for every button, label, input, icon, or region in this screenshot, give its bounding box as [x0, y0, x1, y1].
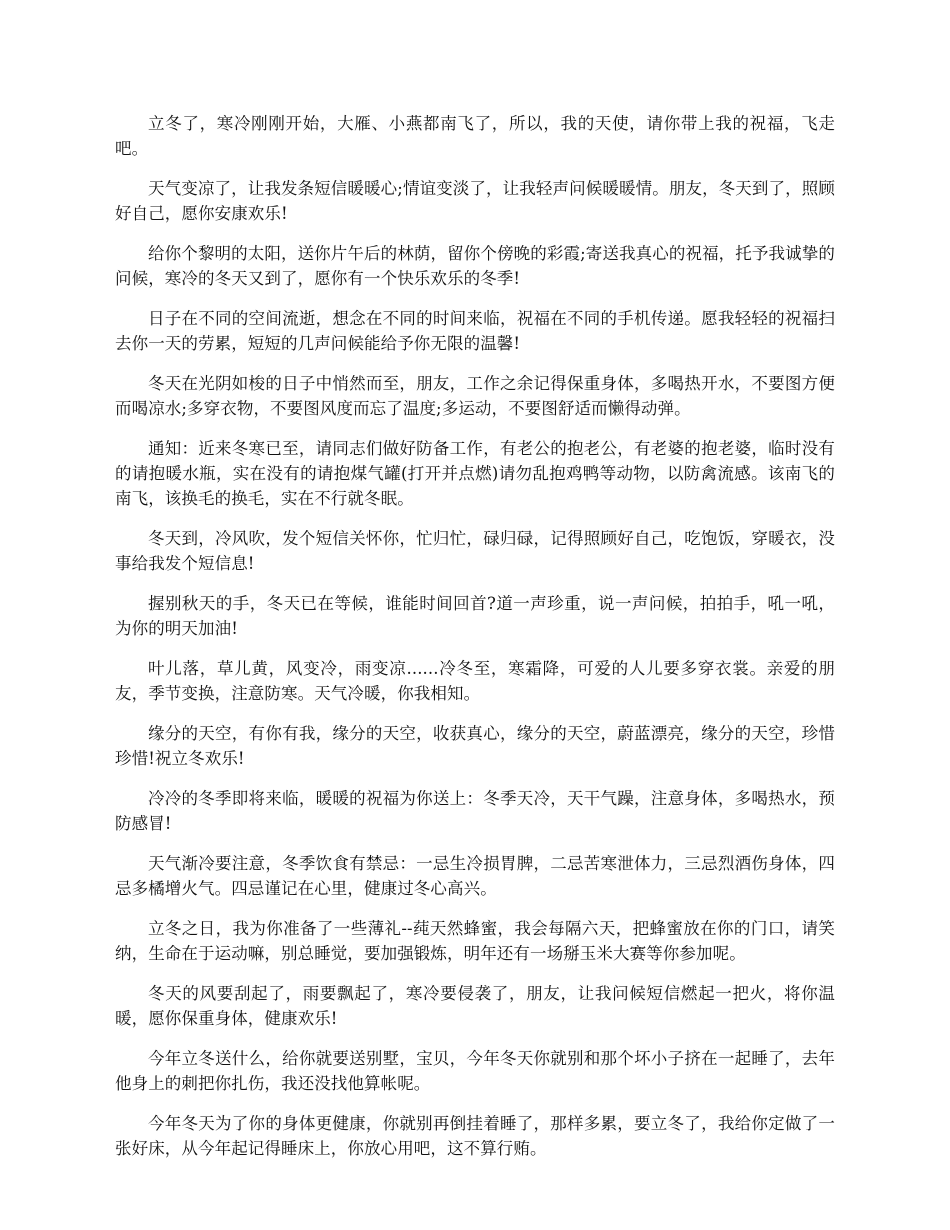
paragraph-12: 天气渐冷要注意，冬季饮食有禁忌：一忌生冷损胃脾，二忌苦寒泄体力，三忌烈酒伤身体，四忌多橘增火气。四忌谨记在心里，健康过冬心高兴。 — [115, 854, 835, 898]
paragraph-1: 立冬了，寒冷刚刚开始，大雁、小燕都南飞了，所以，我的天使，请你带上我的祝福，飞走吧。 — [115, 114, 835, 158]
paragraph-15: 今年立冬送什么，给你就要送别墅，宝贝，今年冬天你就别和那个坏小子挤在一起睡了，去年他身上的刺把你扎伤，我还没找他算帐呢。 — [115, 1049, 835, 1093]
paragraph-6: 通知：近来冬寒已至，请同志们做好防备工作，有老公的抱老公，有老婆的抱老婆，临时没有的请抱暖水瓶，实在没有的请抱煤气罐(打开并点燃)请勿乱抱鸡鸭等动物，以防禽流感。该南飞的南飞，该换毛的换毛，实在不行就冬眠。 — [115, 439, 835, 508]
paragraph-7: 冬天到，冷风吹，发个短信关怀你，忙归忙，碌归碌，记得照顾好自己，吃饱饭，穿暖衣，没事给我发个短信息! — [115, 529, 835, 573]
paragraph-2: 天气变凉了，让我发条短信暖暖心;情谊变淡了，让我轻声问候暖暖情。朋友，冬天到了，照顾好自己，愿你安康欢乐! — [115, 179, 835, 223]
paragraph-9: 叶儿落，草儿黄，风变冷，雨变凉......冷冬至，寒霜降，可爱的人儿要多穿衣裳。亲爱的朋友，季节变换，注意防寒。天气冷暖，你我相知。 — [115, 659, 835, 703]
paragraph-4: 日子在不同的空间流逝，想念在不同的时间来临，祝福在不同的手机传递。愿我轻轻的祝福扫去你一天的劳累，短短的几声问候能给予你无限的温馨! — [115, 309, 835, 353]
paragraph-8: 握别秋天的手，冬天已在等候，谁能时间回首?道一声珍重，说一声问候，拍拍手，吼一吼，为你的明天加油! — [115, 594, 835, 638]
document-body — [115, 111, 835, 1176]
paragraph-10: 缘分的天空，有你有我，缘分的天空，收获真心，缘分的天空，蔚蓝漂亮，缘分的天空，珍惜珍惜!祝立冬欢乐! — [115, 724, 835, 768]
paragraph-5: 冬天在光阴如梭的日子中悄然而至，朋友，工作之余记得保重身体，多喝热开水，不要图方便而喝凉水;多穿衣物，不要图风度而忘了温度;多运动，不要图舒适而懒得动弹。 — [115, 374, 835, 418]
paragraph-13: 立冬之日，我为你准备了一些薄礼--莼天然蜂蜜，我会每隔六天，把蜂蜜放在你的门口，请笑纳，生命在于运动嘛，别总睡觉，要加强锻炼，明年还有一场掰玉米大赛等你参加呢。 — [115, 919, 835, 963]
paragraph-14: 冬天的风要刮起了，雨要飘起了，寒冷要侵袭了，朋友，让我问候短信燃起一把火，将你温暖，愿你保重身体，健康欢乐! — [115, 984, 835, 1028]
paragraph-11: 冷冷的冬季即将来临，暖暖的祝福为你送上：冬季天冷，天干气躁，注意身体，多喝热水，预防感冒! — [115, 789, 835, 833]
paragraph-3: 给你个黎明的太阳，送你片午后的林荫，留你个傍晚的彩霞;寄送我真心的祝福，托予我诚挚的问候，寒冷的冬天又到了，愿你有一个快乐欢乐的冬季! — [115, 244, 835, 288]
paragraph-16: 今年冬天为了你的身体更健康，你就别再倒挂着睡了，那样多累，要立冬了，我给你定做了一张好床，从今年起记得睡床上，你放心用吧，这不算行贿。 — [115, 1114, 835, 1158]
